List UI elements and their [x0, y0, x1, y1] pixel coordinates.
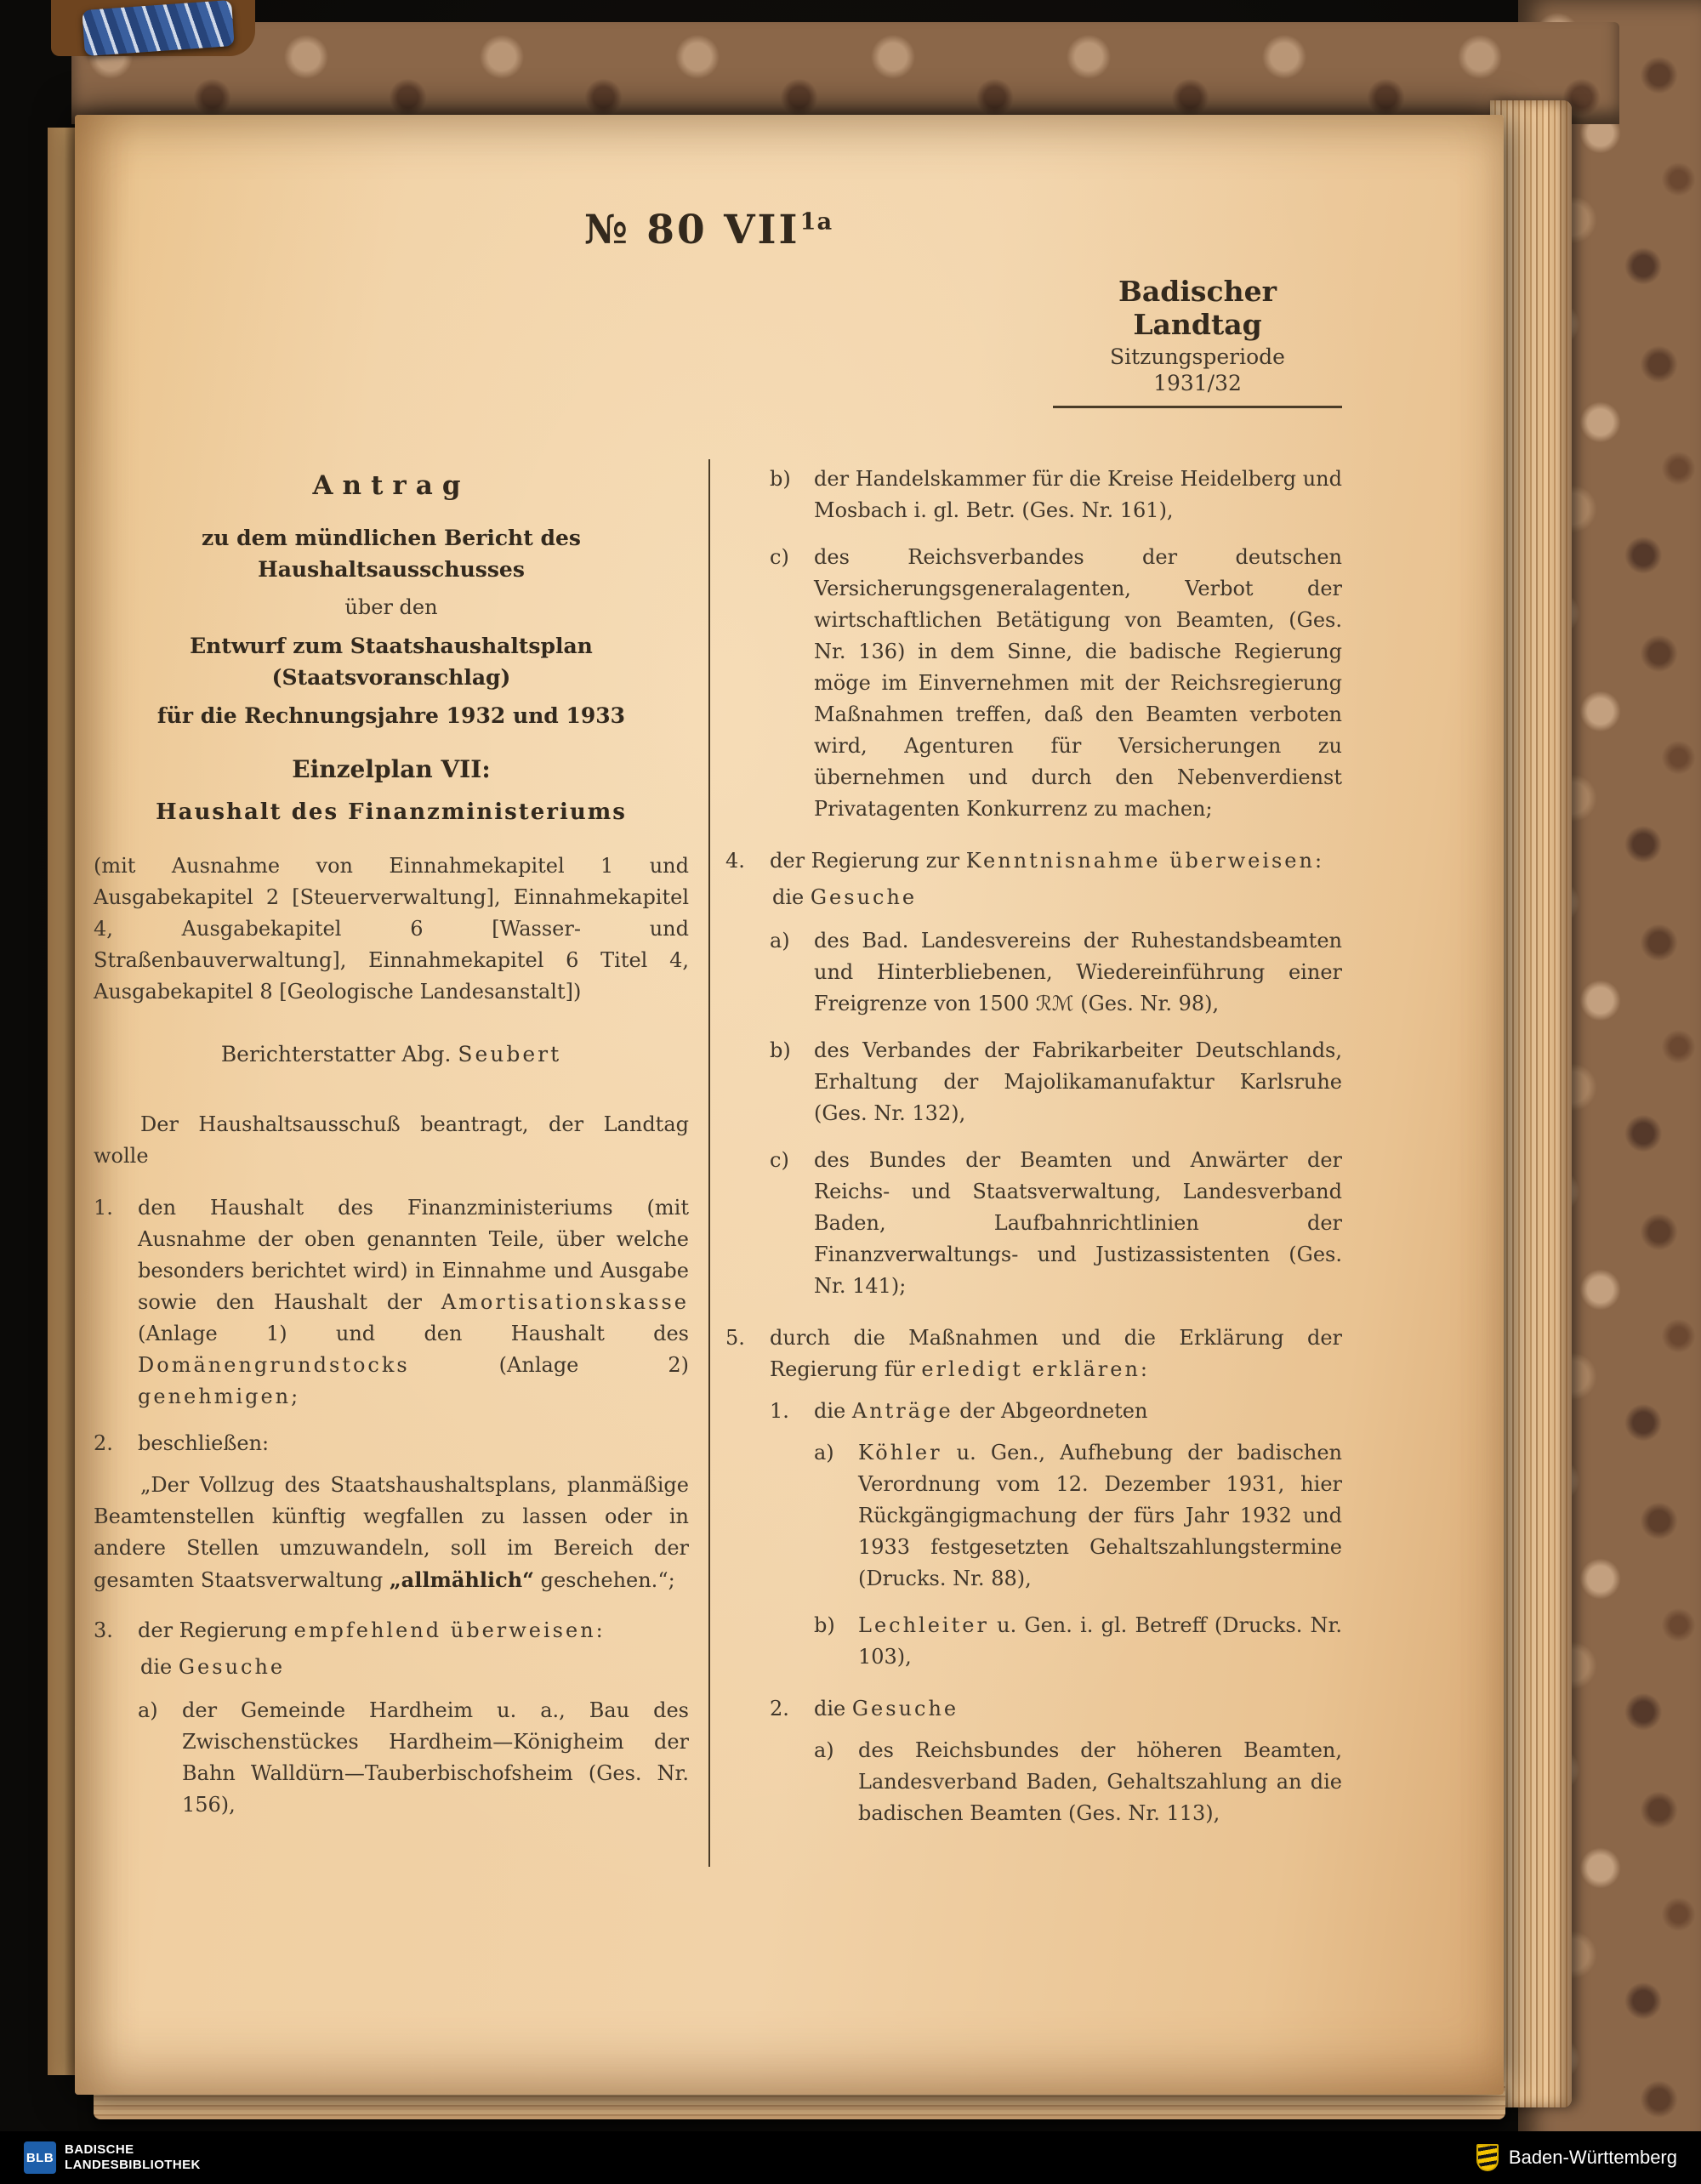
list-item-3	[94, 1615, 689, 1647]
gesuche-right-pre: die	[772, 885, 811, 909]
item4-run: der Regierung zur	[770, 849, 966, 873]
left-column	[94, 470, 689, 1836]
gesuche-right-emph: Gesuche	[810, 885, 918, 909]
list-item-5-number: 5.	[725, 1326, 745, 1350]
masthead-parliament: Badischer Landtag	[1118, 275, 1277, 341]
gesuche-heading-left	[140, 1652, 689, 1683]
document-number	[75, 207, 1342, 253]
scope-note: (mit Ausnahme von Einnahmekapitel 1 und Ausgabekapitel 2 [Steuerverwaltung], Einnahmekapitel 4, Ausgabekapitel 6 [Wasser- und Straßenbauverwaltung], Einnahmekapitel 6 Titel 4, Ausgabekapitel 8 [Geologische Landesanstalt])	[94, 854, 689, 1004]
list-item-3-number: 3.	[94, 1618, 113, 1642]
item3-emph: empfehlend überweisen:	[293, 1618, 606, 1642]
list-item-4-number: 4.	[725, 849, 745, 873]
motion-subtitle-3: Entwurf zum Staatshaushaltsplan (Staatsvoranschlag)	[190, 634, 593, 690]
blb-logo-text	[65, 2142, 201, 2173]
gesuche-heading-right	[772, 882, 1342, 913]
list-item-c-text: des Reichsverbandes der deutschen Versicherungsgeneralagenten, Verbot der wirtschaftlichen Betätigung von Beamten, (Ges. Nr. 136) in dem Sinne, die badische Regierung möge im Einvernehmen mit der Reichsregierung Maßnahmen treffen, daß den Beamten verboten wird, Agenturen für Versicherungen zu übernehmen und durch den Nebenverdienst Privatagenten Konkurrenz zu machen;	[814, 545, 1342, 821]
item5-1b-emph: Lechleiter	[858, 1613, 989, 1637]
intro-paragraph: Der Haushaltsausschuß beantragt, der Landtag wolle	[94, 1112, 689, 1168]
list-item-5-2-text	[814, 1693, 1342, 1725]
book-cover-marble-top	[71, 22, 1619, 124]
list-item-4a	[770, 925, 1342, 1020]
rapporteur-line	[94, 1038, 689, 1070]
gesuche-left-emph: Gesuche	[178, 1655, 286, 1679]
list-item-5-1-text	[814, 1396, 1342, 1427]
resolution-quote	[94, 1470, 689, 1596]
item1-emph-3: genehmigen	[138, 1385, 292, 1408]
rapporteur-name: Seubert	[458, 1042, 562, 1066]
bw-logo	[1476, 2144, 1677, 2171]
list-item-5-1b-number: b)	[814, 1613, 835, 1637]
list-item-5-2	[770, 1693, 1342, 1725]
list-item-b	[770, 464, 1342, 526]
blb-logo-line-1: BADISCHE	[65, 2142, 134, 2157]
masthead-session-years: 1931/32	[1153, 371, 1242, 395]
motion-subtitle-1: zu dem mündlichen Bericht des Haushaltsausschusses	[202, 526, 581, 582]
list-item-1-text	[138, 1192, 689, 1413]
list-item-3a	[138, 1695, 689, 1821]
right-column	[725, 464, 1342, 1845]
library-footer-bar	[0, 2131, 1701, 2184]
document-page	[75, 115, 1504, 2095]
list-item-5-1	[770, 1396, 1342, 1427]
list-item-3a-number: a)	[138, 1698, 158, 1722]
item5-2-run: die	[814, 1697, 852, 1720]
item1-run-4: ;	[291, 1385, 299, 1408]
list-item-4c-text: des Bundes der Beamten und Anwärter der Reichs- und Staatsverwaltung, Landesverband Baden, Laufbahnrichtlinien der Finanzverwaltungs- und Justizassistenten (Ges. Nr. 141);	[814, 1148, 1342, 1298]
list-item-3-text	[138, 1615, 689, 1647]
item5-1-run-2: der Abgeordneten	[953, 1399, 1148, 1423]
quote-run-1: „Der Vollzug des Staatshaushaltsplans, planmäßige Beamtenstellen künftig wegfallen zu lassen oder in andere Stellen umzuwandeln, soll im Bereich der gesamten Staatsverwaltung	[94, 1473, 689, 1592]
list-item-3a-text: der Gemeinde Hardheim u. a., Bau des Zwischenstückes Hardheim—Königheim der Bahn Walldürn—Tauberbischofsheim (Ges. Nr. 156),	[182, 1698, 689, 1817]
motion-subtitle-4: für die Rechnungsjahre 1932 und 1933	[156, 703, 626, 728]
blb-logo-line-2: LANDESBIBLIOTHEK	[65, 2158, 201, 2172]
list-item-b-number: b)	[770, 467, 791, 491]
motion-subtitle-2: über den	[344, 595, 438, 619]
column-divider	[708, 459, 710, 1867]
masthead	[1053, 275, 1342, 408]
blb-logo-icon: BLB	[24, 2141, 56, 2174]
underlying-page-edge	[48, 128, 78, 2075]
list-item-4-text	[770, 845, 1342, 877]
list-item-5-2a-number: a)	[814, 1738, 834, 1762]
list-item-5-1a-number: a)	[814, 1441, 834, 1465]
masthead-session-label: Sitzungsperiode	[1110, 344, 1285, 369]
list-item-4	[725, 845, 1342, 877]
item5-1a-run: u. Gen., Aufhebung der badischen Verordnung vom 12. Dezember 1931, hier Rückgängigmachung der fürs Jahr 1932 und 1933 festgesetzten Gehaltszahlungstermine (Drucks. Nr. 88),	[858, 1441, 1342, 1590]
list-item-2-number: 2.	[94, 1431, 113, 1455]
item5-run: durch die Maßnahmen und die Erklärung der Regierung für	[770, 1326, 1342, 1381]
quote-run-2: geschehen.“;	[533, 1568, 675, 1592]
rapporteur-label: Berichterstatter Abg.	[220, 1042, 458, 1066]
list-item-5-2-number: 2.	[770, 1697, 789, 1720]
item1-emph-1: Amortisationskasse	[441, 1290, 689, 1314]
gesuche-left-pre: die	[140, 1655, 179, 1679]
item4-emph: Kenntnisnahme überweisen:	[965, 849, 1325, 873]
list-item-5-text	[770, 1322, 1342, 1385]
list-item-5-1-number: 1.	[770, 1399, 789, 1423]
list-item-5-1b	[814, 1610, 1342, 1673]
item5-2-emph: Gesuche	[851, 1697, 959, 1720]
list-item-4b	[770, 1035, 1342, 1129]
item1-run-2: (Anlage 1) und den Haushalt des	[138, 1322, 689, 1345]
item5-1a-emph: Köhler	[858, 1441, 942, 1465]
item5-1-run-1: die	[814, 1399, 852, 1423]
list-item-4b-number: b)	[770, 1038, 791, 1062]
bw-logo-text: Baden-Württemberg	[1508, 2147, 1677, 2168]
list-item-4b-text: des Verbandes der Fabrikarbeiter Deutschlands, Erhaltung der Majolikamanufaktur Karlsruhe (Ges. Nr. 132),	[814, 1038, 1342, 1125]
list-item-4c-number: c)	[770, 1148, 789, 1172]
list-item-c-number: c)	[770, 545, 789, 569]
list-item-5-1a	[814, 1437, 1342, 1595]
plan-subheading: Haushalt des Finanzministeriums	[156, 799, 627, 825]
item5-emph: erledigt erklären:	[921, 1357, 1150, 1381]
list-item-c	[770, 542, 1342, 825]
list-item-2-label: beschließen:	[138, 1431, 270, 1455]
list-item-5-1a-text	[858, 1437, 1342, 1595]
motion-title: Antrag	[312, 470, 470, 501]
list-item-2	[94, 1428, 689, 1459]
list-item-5-2a-text: des Reichsbundes der höheren Beamten, Landesverband Baden, Gehaltszahlung an die badischen Beamten (Ges. Nr. 113),	[858, 1738, 1342, 1825]
list-item-4a-text: des Bad. Landesvereins der Ruhestandsbeamten und Hinterbliebenen, Wiedereinführung einer Freigrenze von 1500 ℛℳ (Ges. Nr. 98),	[814, 929, 1342, 1015]
quote-bold: „allmählich“	[389, 1567, 534, 1592]
item1-run-1: den Haushalt des Finanzministeriums (mit Ausnahme der oben genannten Teile, über welche besonders berichtet wird) in Einnahme und Ausgabe sowie den Haushalt der	[138, 1196, 689, 1314]
bw-coat-of-arms-icon	[1476, 2144, 1499, 2171]
plan-heading: Einzelplan VII:	[292, 755, 491, 783]
item1-run-3: (Anlage 2)	[409, 1353, 689, 1377]
list-item-5-2a	[814, 1735, 1342, 1829]
list-item-1-number: 1.	[94, 1196, 113, 1220]
document-number-main: № 80 VII	[583, 207, 800, 253]
list-item-1	[94, 1192, 689, 1413]
list-item-4a-number: a)	[770, 929, 790, 953]
item5-1-emph: Anträge	[851, 1399, 953, 1423]
list-item-5-1b-text	[858, 1610, 1342, 1673]
list-item-b-text: der Handelskammer für die Kreise Heidelberg und Mosbach i. gl. Betr. (Ges. Nr. 161),	[814, 467, 1342, 522]
item1-emph-2: Domänengrundstocks	[138, 1353, 410, 1377]
list-item-5	[725, 1322, 1342, 1385]
blb-logo	[24, 2141, 201, 2174]
item3-run: der Regierung	[138, 1618, 294, 1642]
list-item-4c	[770, 1145, 1342, 1302]
document-number-superscript: 1a	[799, 208, 833, 236]
item5-1b-run: u. Gen. i. gl. Betreff (Drucks. Nr. 103),	[858, 1613, 1342, 1669]
